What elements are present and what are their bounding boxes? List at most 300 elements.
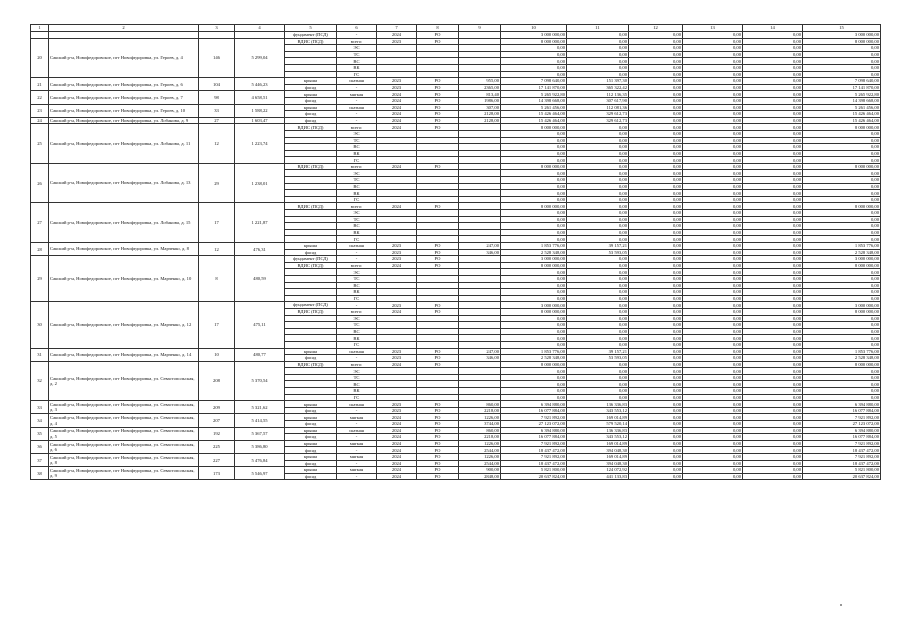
owner-funds: 0,00: [803, 275, 881, 282]
unit-cost: 0,00: [567, 381, 629, 388]
row-number: 21: [31, 78, 49, 91]
volume: 247,00: [459, 243, 501, 250]
column-number: 10: [501, 25, 567, 32]
unit-cost: 0,00: [567, 32, 629, 39]
work-type: [285, 71, 337, 78]
unit-cost: 0,00: [567, 51, 629, 58]
source: РО: [417, 243, 459, 250]
local-funds: 0,00: [743, 335, 803, 342]
year: 2023: [377, 401, 417, 408]
federal-funds: 0,00: [629, 401, 683, 408]
source: [417, 269, 459, 276]
regional-funds: 0,00: [683, 421, 743, 428]
unit-cost: 0,00: [567, 229, 629, 236]
owner-funds: 7 921 892,00: [803, 440, 881, 447]
building-area: 475,11: [235, 302, 285, 348]
federal-funds: 0,00: [629, 243, 683, 250]
unit-cost: 169 014,89: [567, 440, 629, 447]
local-funds: 0,00: [743, 170, 803, 177]
residents-count: 173: [199, 467, 235, 480]
building-area: 476,31: [235, 243, 285, 256]
regional-funds: 0,00: [683, 467, 743, 474]
local-funds: 0,00: [743, 71, 803, 78]
source: РО: [417, 203, 459, 210]
regional-funds: 0,00: [683, 71, 743, 78]
regional-funds: 0,00: [683, 434, 743, 441]
regional-funds: 0,00: [683, 64, 743, 71]
work-type: [285, 170, 337, 177]
source: РО: [417, 117, 459, 124]
work-subtype: всего:: [337, 38, 377, 45]
unit-cost: 329 612,73: [567, 111, 629, 118]
regional-funds: 0,00: [683, 427, 743, 434]
source: РО: [417, 440, 459, 447]
owner-funds: 0,00: [803, 328, 881, 335]
federal-funds: 0,00: [629, 473, 683, 480]
source: РО: [417, 111, 459, 118]
residents-count: [199, 32, 235, 39]
column-number: 15: [803, 25, 881, 32]
regional-funds: 0,00: [683, 243, 743, 250]
work-subtype: -: [337, 32, 377, 39]
work-subtype: ВК: [337, 388, 377, 395]
owner-funds: 0,00: [803, 150, 881, 157]
residents-count: 33: [199, 104, 235, 117]
table-row: [31, 124, 881, 131]
residents-count: 98: [199, 91, 235, 104]
total-cost: 0,00: [501, 58, 567, 65]
residents-count: 104: [199, 78, 235, 91]
local-funds: 0,00: [743, 183, 803, 190]
volume: 2128,00: [459, 111, 501, 118]
year: 2023: [377, 243, 417, 250]
building-area: 5 386,80: [235, 440, 285, 453]
column-number: 4: [235, 25, 285, 32]
source: РО: [417, 104, 459, 111]
work-subtype: -: [337, 460, 377, 467]
residents-count: 227: [199, 454, 235, 467]
local-funds: 0,00: [743, 401, 803, 408]
regional-funds: 0,00: [683, 137, 743, 144]
year: [377, 275, 417, 282]
row-number: 28: [31, 243, 49, 256]
capital-repair-table: [30, 24, 881, 480]
building-area: 5 321,62: [235, 401, 285, 414]
work-subtype: -: [337, 111, 377, 118]
work-type: [285, 368, 337, 375]
total-cost: 3 000 000,00: [501, 32, 567, 39]
local-funds: 0,00: [743, 144, 803, 151]
work-subtype: ВК: [337, 335, 377, 342]
federal-funds: 0,00: [629, 58, 683, 65]
work-type: ВДИС (ПСД): [285, 38, 337, 45]
owner-funds: 0,00: [803, 210, 881, 217]
local-funds: 0,00: [743, 243, 803, 250]
work-subtype: скатная: [337, 427, 377, 434]
local-funds: 0,00: [743, 295, 803, 302]
source: [417, 236, 459, 243]
regional-funds: 0,00: [683, 229, 743, 236]
federal-funds: 0,00: [629, 295, 683, 302]
work-type: крыша: [285, 348, 337, 355]
year: [377, 216, 417, 223]
work-subtype: ВС: [337, 183, 377, 190]
regional-funds: 0,00: [683, 341, 743, 348]
regional-funds: 0,00: [683, 51, 743, 58]
year: 2023: [377, 249, 417, 256]
federal-funds: 0,00: [629, 144, 683, 151]
work-type: [285, 223, 337, 230]
local-funds: 0,00: [743, 236, 803, 243]
owner-funds: 2 528 348,00: [803, 355, 881, 362]
federal-funds: 0,00: [629, 111, 683, 118]
table-row: [31, 256, 881, 263]
unit-cost: 169 014,89: [567, 454, 629, 461]
volume: [459, 368, 501, 375]
local-funds: 0,00: [743, 374, 803, 381]
owner-funds: 0,00: [803, 282, 881, 289]
table-row: [31, 78, 881, 85]
total-cost: 0,00: [501, 64, 567, 71]
owner-funds: 5 821 800,00: [803, 467, 881, 474]
unit-cost: 0,00: [567, 196, 629, 203]
work-type: [285, 130, 337, 137]
regional-funds: 0,00: [683, 388, 743, 395]
work-subtype: мягкая: [337, 414, 377, 421]
source: [417, 71, 459, 78]
source: РО: [417, 163, 459, 170]
source: [417, 144, 459, 151]
federal-funds: 0,00: [629, 460, 683, 467]
total-cost: 2 528 348,00: [501, 249, 567, 256]
residents-count: 17: [199, 302, 235, 348]
year: 2024: [377, 91, 417, 98]
work-type: [285, 374, 337, 381]
federal-funds: 0,00: [629, 256, 683, 263]
unit-cost: 0,00: [567, 262, 629, 269]
volume: 860,00: [459, 401, 501, 408]
work-type: ВДИС (ПСД): [285, 361, 337, 368]
building-area: 5 446,23: [235, 78, 285, 91]
year: 2024: [377, 473, 417, 480]
federal-funds: 0,00: [629, 236, 683, 243]
owner-funds: 3 000 000,00: [803, 32, 881, 39]
owner-funds: 0,00: [803, 335, 881, 342]
unit-cost: 0,00: [567, 177, 629, 184]
local-funds: 0,00: [743, 124, 803, 131]
source: РО: [417, 97, 459, 104]
year: 2024: [377, 427, 417, 434]
volume: [459, 361, 501, 368]
regional-funds: 0,00: [683, 361, 743, 368]
unit-cost: 394 048,30: [567, 460, 629, 467]
owner-funds: 0,00: [803, 177, 881, 184]
volume: [459, 58, 501, 65]
work-type: [285, 275, 337, 282]
source: [417, 58, 459, 65]
federal-funds: 0,00: [629, 130, 683, 137]
regional-funds: 0,00: [683, 45, 743, 52]
work-subtype: мягкая: [337, 467, 377, 474]
work-subtype: ЭС: [337, 130, 377, 137]
local-funds: 0,00: [743, 440, 803, 447]
regional-funds: 0,00: [683, 381, 743, 388]
federal-funds: 0,00: [629, 210, 683, 217]
building-area: 1 603,47: [235, 117, 285, 124]
residents-count: 17: [199, 203, 235, 243]
volume: 307,00: [459, 104, 501, 111]
year: [377, 71, 417, 78]
local-funds: 0,00: [743, 414, 803, 421]
local-funds: 0,00: [743, 157, 803, 164]
local-funds: 0,00: [743, 361, 803, 368]
year: 2024: [377, 467, 417, 474]
total-cost: 1 853 776,00: [501, 243, 567, 250]
unit-cost: 0,00: [567, 190, 629, 197]
work-subtype: ТС: [337, 137, 377, 144]
work-type: [285, 289, 337, 296]
source: РО: [417, 355, 459, 362]
local-funds: 0,00: [743, 315, 803, 322]
source: [417, 216, 459, 223]
total-cost: 0,00: [501, 144, 567, 151]
unit-cost: 136 336,83: [567, 427, 629, 434]
residents-count: 12: [199, 124, 235, 164]
source: РО: [417, 302, 459, 309]
building-area: 5 367,57: [235, 427, 285, 440]
federal-funds: 0,00: [629, 223, 683, 230]
total-cost: 0,00: [501, 322, 567, 329]
owner-funds: 0,00: [803, 190, 881, 197]
local-funds: 0,00: [743, 97, 803, 104]
volume: [459, 71, 501, 78]
owner-funds: 0,00: [803, 58, 881, 65]
volume: 1986,00: [459, 97, 501, 104]
column-number: 2: [49, 25, 199, 32]
owner-funds: 2 528 348,00: [803, 249, 881, 256]
source: [417, 381, 459, 388]
total-cost: 0,00: [501, 137, 567, 144]
address: Сакский р-н, Новофедоровское, пгт Новофедоровка, ул. Севастопольская, д. 3: [49, 401, 199, 414]
year: 2024: [377, 361, 417, 368]
volume: [459, 282, 501, 289]
unit-cost: 0,00: [567, 71, 629, 78]
regional-funds: 0,00: [683, 157, 743, 164]
total-cost: 0,00: [501, 45, 567, 52]
residents-count: 146: [199, 38, 235, 78]
building-area: 480,59: [235, 256, 285, 302]
work-subtype: ГС: [337, 295, 377, 302]
year: 2023: [377, 84, 417, 91]
year: [377, 157, 417, 164]
federal-funds: 0,00: [629, 124, 683, 131]
source: РО: [417, 407, 459, 414]
local-funds: 0,00: [743, 368, 803, 375]
volume: [459, 130, 501, 137]
regional-funds: 0,00: [683, 374, 743, 381]
work-type: [285, 183, 337, 190]
total-cost: 0,00: [501, 229, 567, 236]
regional-funds: 0,00: [683, 177, 743, 184]
work-type: ВДИС (ПСД): [285, 308, 337, 315]
local-funds: 0,00: [743, 51, 803, 58]
building-area: 5 299,04: [235, 38, 285, 78]
row-number: 36: [31, 440, 49, 453]
work-type: ВДИС (ПСД): [285, 124, 337, 131]
source: [417, 388, 459, 395]
regional-funds: 0,00: [683, 289, 743, 296]
federal-funds: 0,00: [629, 269, 683, 276]
federal-funds: 0,00: [629, 355, 683, 362]
year: [377, 45, 417, 52]
year: [377, 150, 417, 157]
year: 2023: [377, 407, 417, 414]
regional-funds: 0,00: [683, 249, 743, 256]
owner-funds: 8 000 000,00: [803, 203, 881, 210]
work-subtype: мягкая: [337, 454, 377, 461]
owner-funds: 0,00: [803, 130, 881, 137]
building-area: 1 221,87: [235, 203, 285, 243]
column-number: 13: [683, 25, 743, 32]
unit-cost: 343 553,12: [567, 434, 629, 441]
building-area: 1 238,01: [235, 163, 285, 203]
source: [417, 368, 459, 375]
total-cost: 1 853 776,00: [501, 348, 567, 355]
work-subtype: ТС: [337, 177, 377, 184]
federal-funds: 0,00: [629, 32, 683, 39]
source: РО: [417, 308, 459, 315]
owner-funds: 0,00: [803, 157, 881, 164]
federal-funds: 0,00: [629, 249, 683, 256]
volume: 2544,00: [459, 447, 501, 454]
owner-funds: 8 000 000,00: [803, 308, 881, 315]
local-funds: 0,00: [743, 434, 803, 441]
local-funds: 0,00: [743, 137, 803, 144]
year: [377, 394, 417, 401]
source: [417, 130, 459, 137]
federal-funds: 0,00: [629, 467, 683, 474]
owner-funds: 20 637 824,00: [803, 473, 881, 480]
regional-funds: 0,00: [683, 203, 743, 210]
source: [417, 210, 459, 217]
local-funds: 0,00: [743, 203, 803, 210]
local-funds: 0,00: [743, 64, 803, 71]
work-subtype: ГС: [337, 196, 377, 203]
table-row: [31, 427, 881, 434]
total-cost: 0,00: [501, 341, 567, 348]
regional-funds: 0,00: [683, 262, 743, 269]
owner-funds: 7 921 892,00: [803, 454, 881, 461]
work-subtype: скатная: [337, 78, 377, 85]
address: Сакский р-н, Новофедоровское, пгт Новофедоровка, ул. Лобанова, д. 9: [49, 117, 199, 124]
year: [377, 64, 417, 71]
column-number-row: [31, 25, 881, 32]
regional-funds: 0,00: [683, 190, 743, 197]
row-number: 26: [31, 163, 49, 203]
local-funds: 0,00: [743, 388, 803, 395]
total-cost: 0,00: [501, 394, 567, 401]
row-number: 23: [31, 104, 49, 117]
owner-funds: 0,00: [803, 368, 881, 375]
volume: [459, 51, 501, 58]
work-subtype: -: [337, 117, 377, 124]
source: РО: [417, 361, 459, 368]
scan-speck: [840, 604, 842, 606]
regional-funds: 0,00: [683, 170, 743, 177]
volume: [459, 223, 501, 230]
unit-cost: 0,00: [567, 124, 629, 131]
source: [417, 322, 459, 329]
work-type: ВДИС (ПСД): [285, 163, 337, 170]
year: [377, 341, 417, 348]
year: 2024: [377, 460, 417, 467]
work-type: [285, 177, 337, 184]
address: Сакский р-н, Новофедоровское, пгт Новофедоровка, ул. Севастопольская, д. 8: [49, 454, 199, 467]
local-funds: 0,00: [743, 467, 803, 474]
regional-funds: 0,00: [683, 124, 743, 131]
unit-cost: 0,00: [567, 388, 629, 395]
year: [377, 223, 417, 230]
source: [417, 374, 459, 381]
address: Сакский р-н, Новофедоровское, пгт Новофедоровка, ул. Героев, д. 7: [49, 91, 199, 104]
regional-funds: 0,00: [683, 130, 743, 137]
total-cost: 20 637 824,00: [501, 473, 567, 480]
local-funds: 0,00: [743, 269, 803, 276]
federal-funds: 0,00: [629, 229, 683, 236]
work-subtype: -: [337, 407, 377, 414]
row-number: 38: [31, 467, 49, 480]
unit-cost: 0,00: [567, 289, 629, 296]
work-subtype: мягкая: [337, 91, 377, 98]
owner-funds: 17 141 870,00: [803, 84, 881, 91]
owner-funds: 5 261 456,00: [803, 104, 881, 111]
work-type: [285, 282, 337, 289]
volume: [459, 190, 501, 197]
total-cost: 6 394 880,00: [501, 427, 567, 434]
local-funds: 0,00: [743, 32, 803, 39]
regional-funds: 0,00: [683, 355, 743, 362]
address: [49, 32, 199, 39]
work-type: [285, 315, 337, 322]
address: Сакский р-н, Новофедоровское, пгт Новофедоровка, ул. Лобанова, д. 11: [49, 124, 199, 164]
local-funds: 0,00: [743, 45, 803, 52]
volume: [459, 210, 501, 217]
owner-funds: 0,00: [803, 196, 881, 203]
work-subtype: ТС: [337, 374, 377, 381]
federal-funds: 0,00: [629, 374, 683, 381]
regional-funds: 0,00: [683, 275, 743, 282]
unit-cost: 0,00: [567, 223, 629, 230]
address: Сакский р-н, Новофедоровское, пгт Новофедоровка, ул. Севастопольская, д. 2: [49, 361, 199, 401]
federal-funds: 0,00: [629, 64, 683, 71]
total-cost: 0,00: [501, 295, 567, 302]
unit-cost: 0,00: [567, 144, 629, 151]
row-number: 24: [31, 117, 49, 124]
unit-cost: 151 397,30: [567, 78, 629, 85]
work-subtype: ВК: [337, 190, 377, 197]
building-area: 5 370,54: [235, 361, 285, 401]
owner-funds: 0,00: [803, 64, 881, 71]
work-subtype: всего:: [337, 361, 377, 368]
regional-funds: 0,00: [683, 78, 743, 85]
unit-cost: 136 336,83: [567, 401, 629, 408]
work-subtype: ВС: [337, 223, 377, 230]
regional-funds: 0,00: [683, 454, 743, 461]
work-subtype: всего:: [337, 262, 377, 269]
total-cost: 0,00: [501, 269, 567, 276]
regional-funds: 0,00: [683, 183, 743, 190]
regional-funds: 0,00: [683, 473, 743, 480]
